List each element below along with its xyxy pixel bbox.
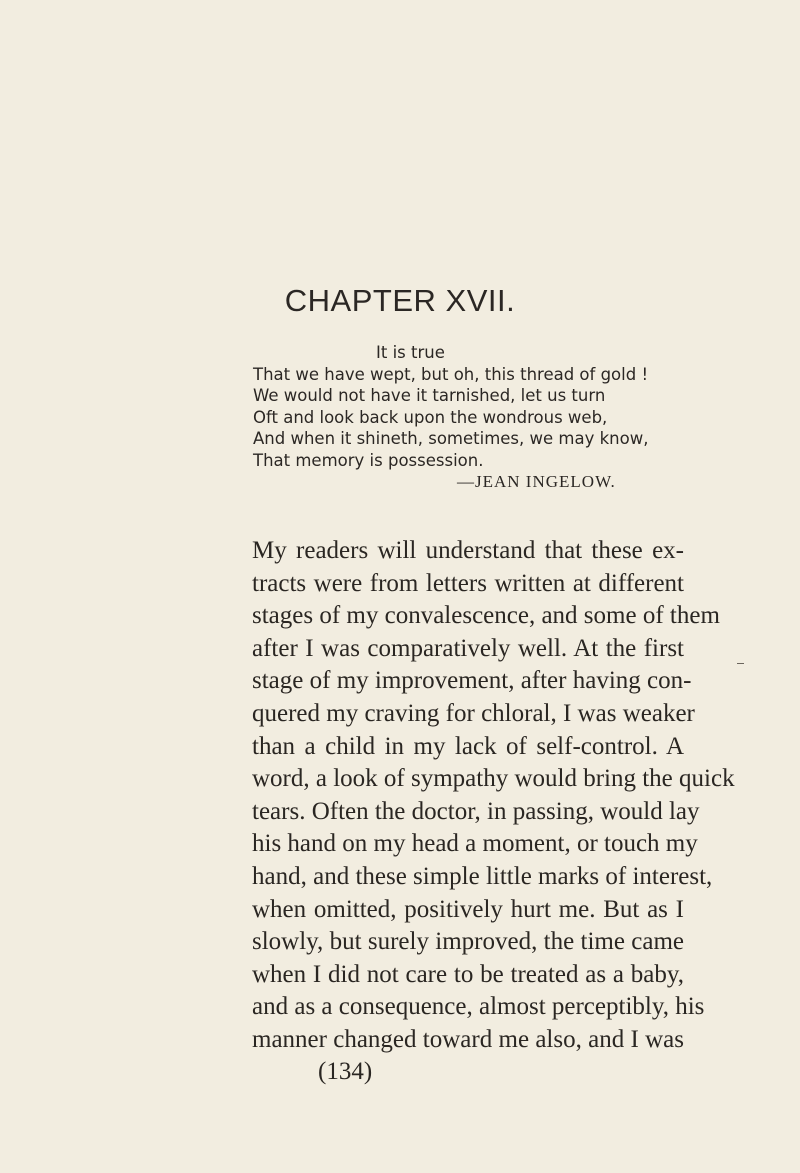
body-line: hand, and these simple little marks of interest, [252,862,713,890]
body-line: stage of my improvement, after having con- [252,667,692,695]
body-line: tears. Often the doctor, in passing, would lay [252,797,700,825]
chapter-title: CHAPTER XVII. [284,283,516,318]
body-line: slowly, but surely improved, the time came [252,928,684,956]
body-line: when I did not care to be treated as a baby, [252,960,684,988]
epigraph [253,342,673,493]
epigraph-line: It is true [376,343,445,362]
body-line: My readers will understand that these ex- [252,537,684,564]
epigraph-line: We would not have it tarnished, let us turn [253,386,606,405]
epigraph-line: Oft and look back upon the wondrous web, [253,407,608,427]
epigraph-line: And when it shineth, sometimes, we may know, [253,429,649,448]
body-line: manner changed toward me also, and I was [252,1025,684,1053]
body-line: tracts were from letters written at different [252,569,684,597]
body-line: and as a consequence, almost perceptibly, his [252,993,705,1021]
body-paragraph [252,535,735,1087]
page-number: (134) [318,1057,373,1085]
body-line: word, a look of sympathy would bring the quick [252,765,735,793]
margin-mark [737,663,744,664]
body-line: than a child in my lack of self-control. A [252,732,684,760]
body-line: after I was comparatively well. At the first [252,634,684,662]
epigraph-attribution: —JEAN INGELOW. [457,472,616,491]
body-line: his hand on my head a moment, or touch my [252,830,698,858]
body-line: stages of my convalescence, and some of them [252,602,720,630]
body-line: quered my craving for chloral, I was weaker [252,699,695,727]
epigraph-line: That we have wept, but oh, this thread of gold ! [253,364,649,384]
epigraph-line: That memory is possession. [253,450,484,470]
body-line: when omitted, positively hurt me. But as I [252,895,684,923]
